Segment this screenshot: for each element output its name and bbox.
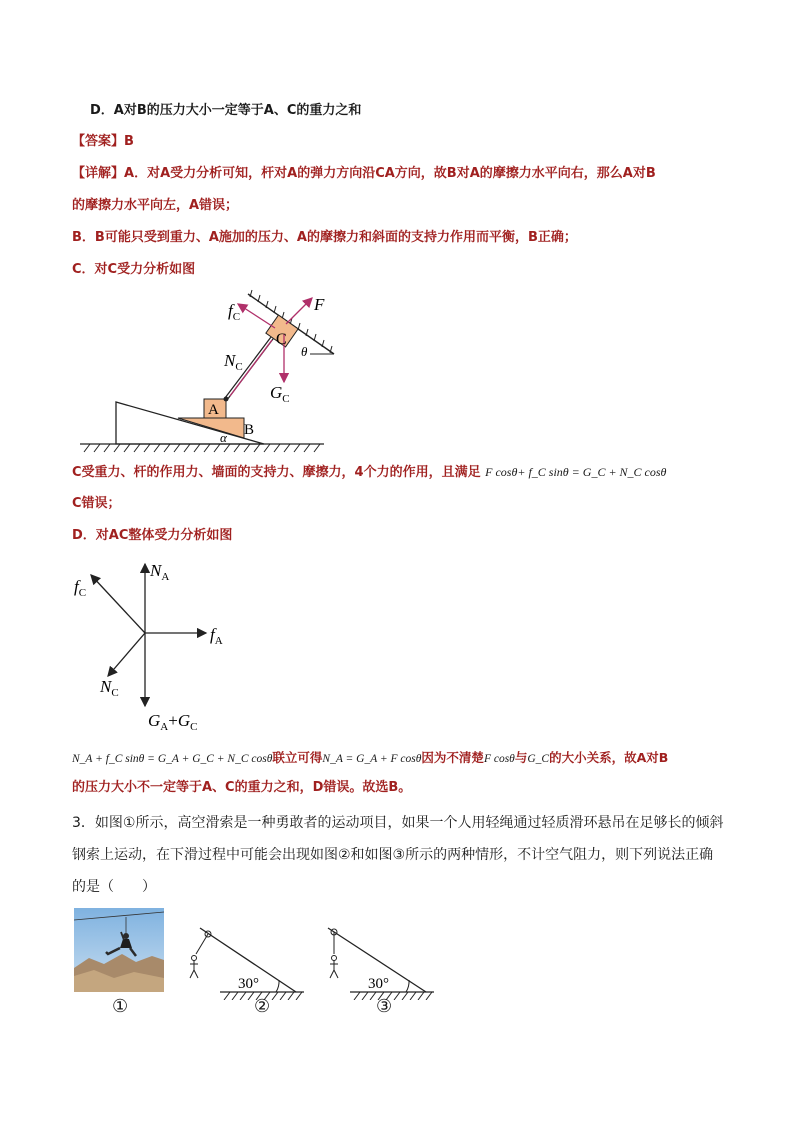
answer-value: B (124, 134, 134, 149)
detail-c-title: C．对C受力分析如图 (72, 262, 196, 277)
label-fa: $f_A$ (210, 625, 223, 647)
caption-2: ② (254, 996, 271, 1017)
arrow-fc (238, 304, 275, 328)
detail-label: 【详解】 (72, 166, 125, 181)
label-na: $N_A$ (150, 561, 170, 583)
answer-label: 【答案】 (72, 134, 125, 149)
answer-line (72, 132, 134, 152)
label-b: B (244, 422, 255, 438)
label-g-sum: $G_A+G_C$ (148, 711, 198, 733)
ground-hatch (80, 444, 324, 452)
detail-d-mid3: 与 (514, 750, 528, 765)
figure-2-incline (180, 920, 310, 1000)
arrow-f (286, 298, 312, 324)
q3-line3: 的是（ ） (72, 879, 156, 895)
detail-d-line1 (72, 748, 668, 769)
option-d: D．A对B的压力大小一定等于A、C的重力之和 (90, 103, 362, 118)
q3-line2: 钢索上运动，在下滑过程中可能会出现如图②和如图③所示的两种情形，不计空气阻力，则下列说法正确 (72, 847, 714, 863)
arrow-nc2 (108, 633, 145, 676)
caption-3: ③ (376, 996, 393, 1017)
zipline-photo (74, 908, 164, 992)
q3-line1: 3．如图①所示，高空滑索是一种勇敢者的运动项目，如果一个人用轻绳通过轻质滑环悬吊在足够长的倾斜 (72, 815, 724, 831)
label-nc: $N_C$ (224, 351, 243, 373)
detail-d-title: D．对AC整体受力分析如图 (72, 528, 233, 543)
label-theta: θ (301, 344, 308, 359)
detail-d-formula4: G_C (527, 753, 550, 765)
detail-b: B．B可能只受到重力、A施加的压力、A的摩擦力和斜面的支持力作用而平衡，B正确； (72, 230, 577, 245)
detail-d-mid2: 因为不清楚 (421, 750, 484, 765)
label-a: A (208, 402, 219, 418)
label-c: C (276, 331, 287, 348)
detail-c-formula: F cosθ+ f_C sinθ = G_C + N_C cosθ (485, 465, 667, 479)
detail-d-end1: 的大小关系，故A对B (549, 750, 669, 765)
label-nc2: $N_C$ (100, 677, 119, 699)
label-alpha: α (220, 430, 227, 445)
figure-3-incline (310, 920, 440, 1000)
figure-force-on-c (72, 286, 362, 456)
detail-d-mid1: 联立可得 (272, 750, 323, 765)
label-f: F (314, 295, 325, 314)
label-gc: $G_C$ (270, 383, 290, 405)
angle-label-2: 30° (238, 976, 259, 992)
detail-c-end: C错误； (72, 496, 121, 511)
detail-d-formula1: N_A + f_C sinθ = G_A + G_C + N_C cosθ (72, 753, 273, 765)
detail-d-line2: 的压力大小不一定等于A、C的重力之和，D错误。故选B。 (72, 780, 412, 795)
detail-c-text: C受重力、杆的作用力、墙面的支持力、摩擦力，4个力的作用，且满足 (72, 465, 481, 480)
caption-1: ① (112, 996, 129, 1017)
detail-a-line1 (72, 164, 656, 184)
detail-d-formula2: N_A = G_A + F cosθ (322, 753, 422, 765)
angle-label-3: 30° (368, 976, 389, 992)
detail-c-text-line (72, 462, 666, 483)
arrow-fc2 (91, 575, 145, 633)
detail-a-line2: 的摩擦力水平向左，A错误； (72, 198, 239, 213)
figure-force-on-ac (72, 556, 242, 736)
detail-a-text1: A．对A受力分析可知，杆对A的弹力方向沿CA方向，故B对A的摩擦力水平向右，那么A对B (124, 166, 656, 181)
detail-d-formula3: F cosθ (483, 753, 515, 765)
label-fc: $f_C$ (228, 301, 241, 323)
label-fc2: $f_C$ (74, 577, 87, 599)
